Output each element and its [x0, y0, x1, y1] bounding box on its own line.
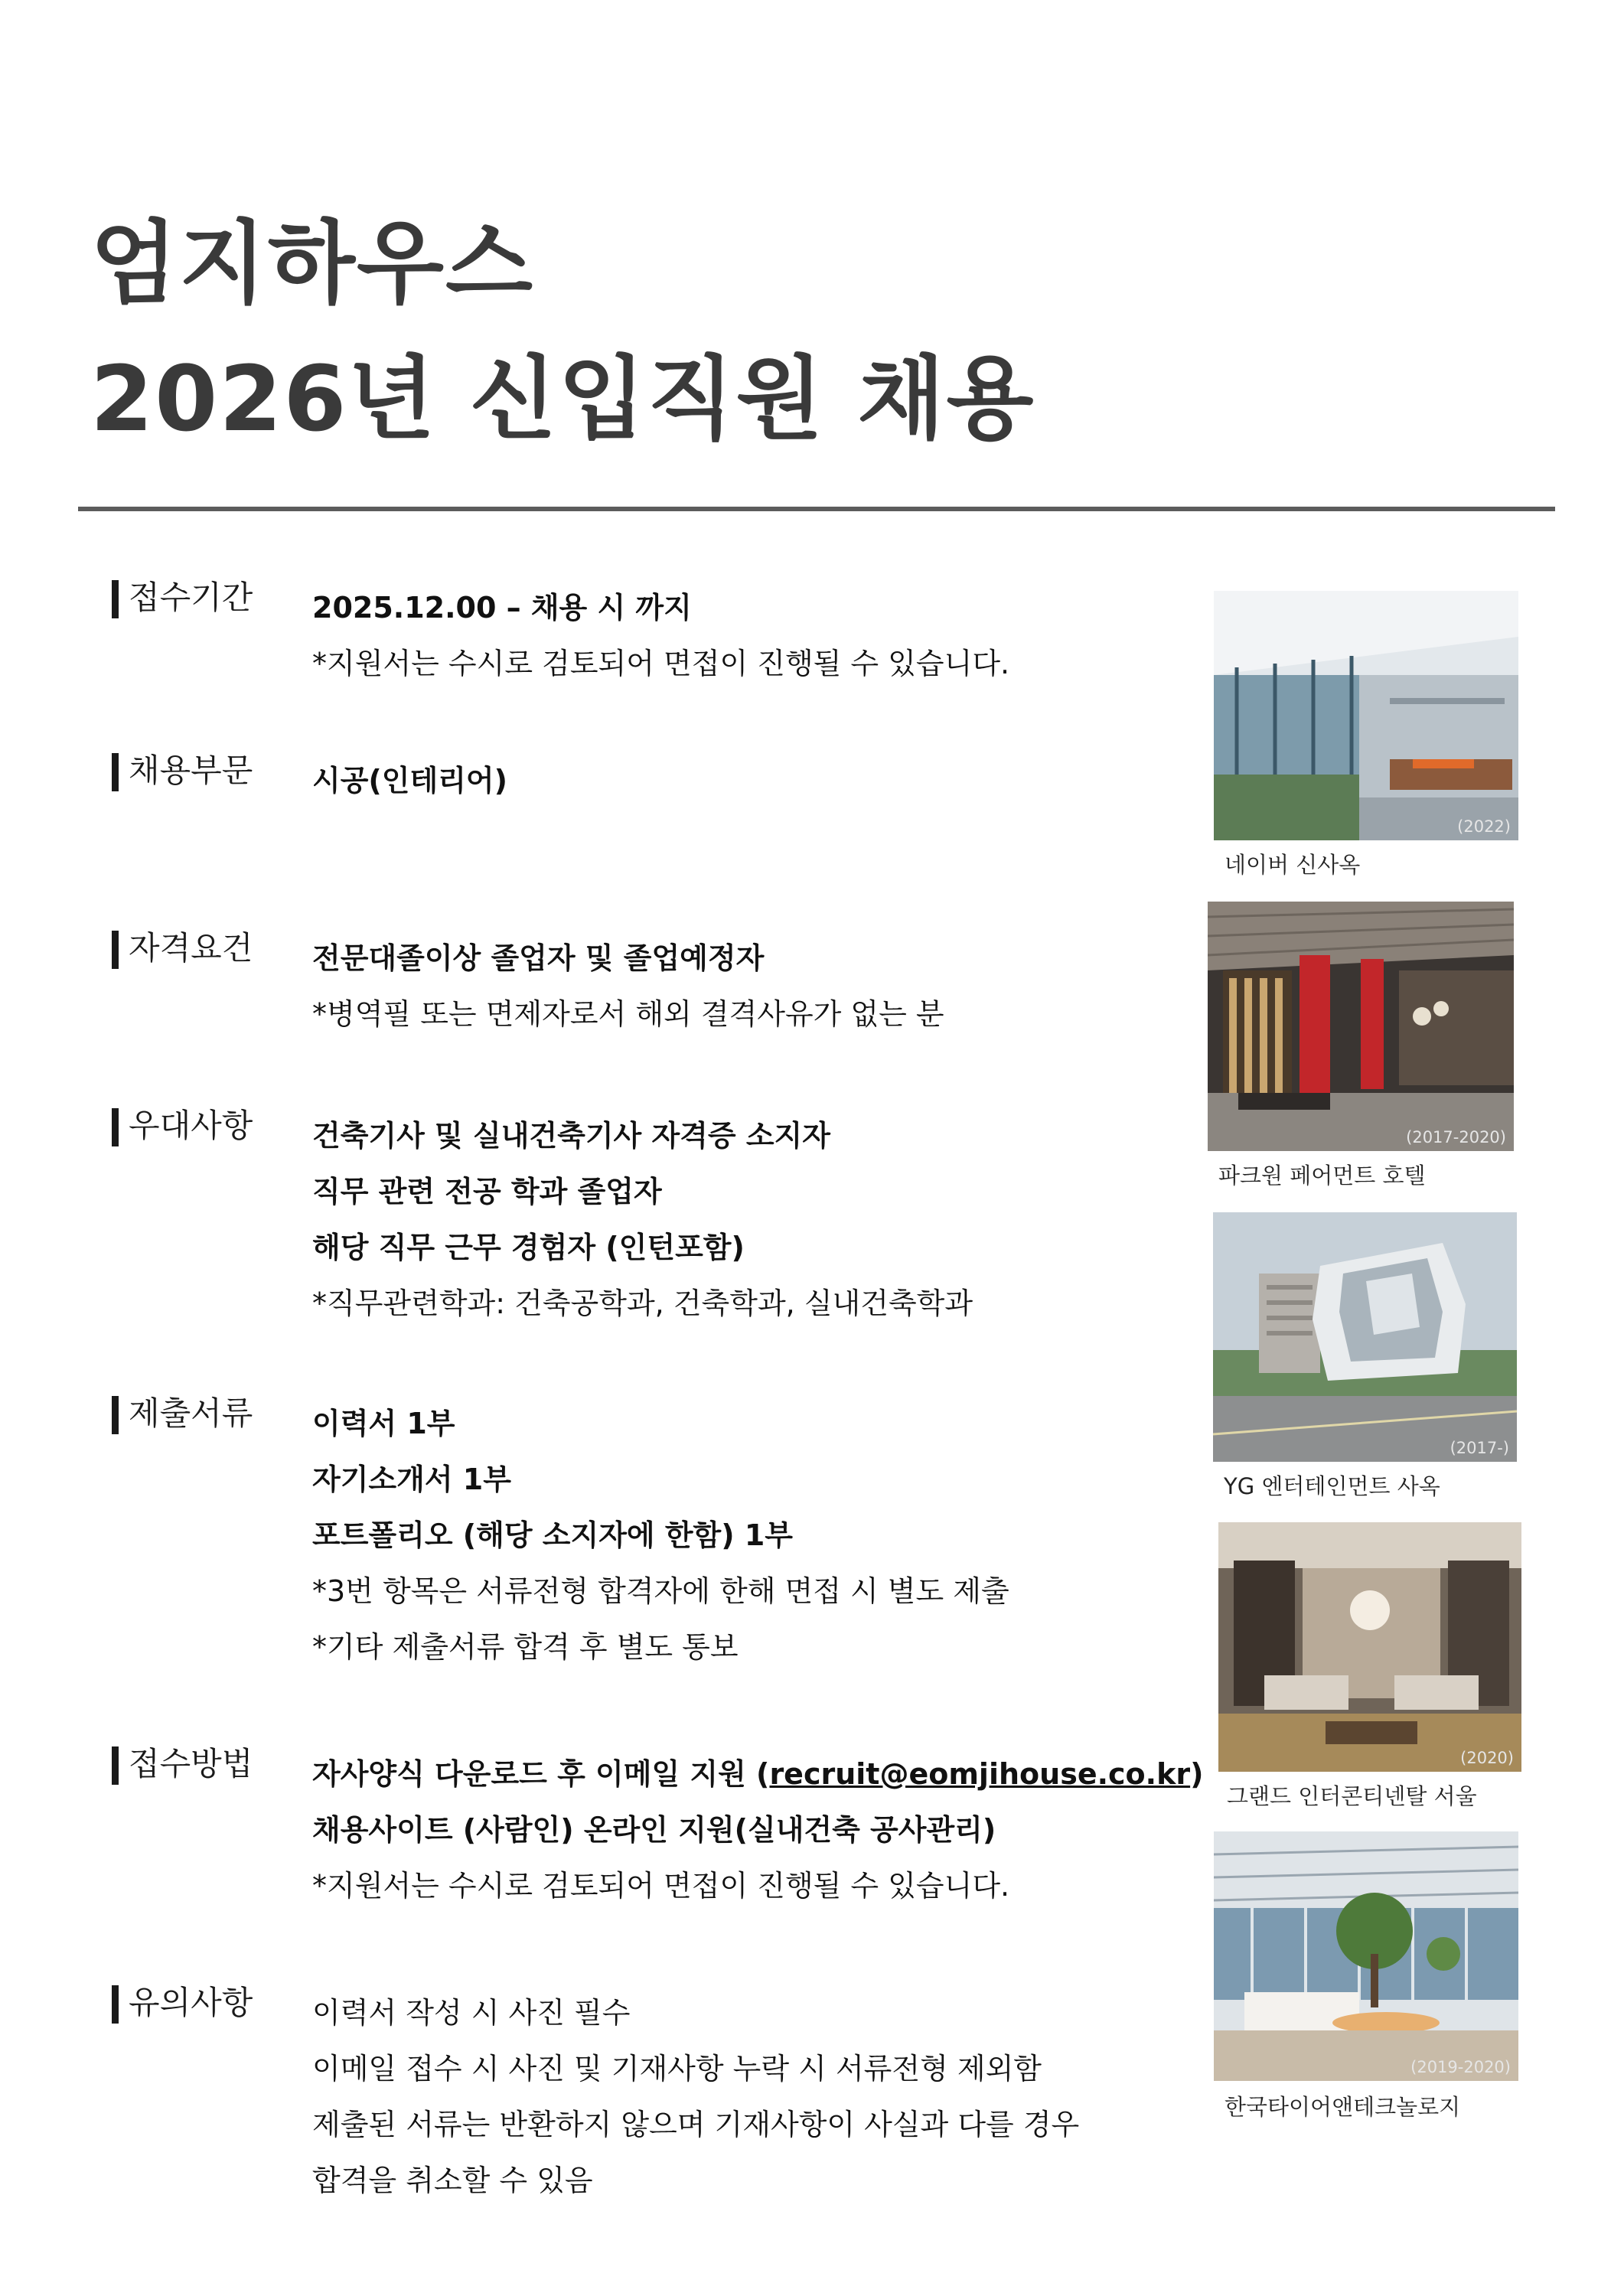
- photo-year: (2020): [1460, 1749, 1514, 1767]
- caption-parkone-fairmont: 파크원 페어먼트 호텔: [1218, 1163, 1426, 1189]
- period-date: 2025.12.00 – 채용 시 까지: [312, 591, 692, 625]
- section-label: 접수기간: [113, 582, 253, 614]
- method-email-line: 자사양식 다운로드 후 이메일 지원 (recruit@eomjihouse.co.kr): [312, 1757, 1204, 1791]
- qualification-item: 전문대졸이상 졸업자 및 졸업예정자: [312, 941, 765, 975]
- photo-naver-hq: [1214, 591, 1518, 840]
- page-title-company: 엄지하우스: [90, 210, 534, 316]
- preference-item: 건축기사 및 실내건축기사 자격증 소지자: [312, 1119, 830, 1153]
- notes-item: 이메일 접수 시 사진 및 기재사항 누락 시 서류전형 제외함: [312, 2052, 1042, 2086]
- title-divider: [78, 507, 1555, 511]
- preference-note: *직무관련학과: 건축공학과, 건축학과, 실내건축학과: [312, 1287, 973, 1320]
- document-note: *3번 항목은 서류전형 합격자에 한해 면접 시 별도 제출: [312, 1574, 1009, 1608]
- document-item: 이력서 1부: [312, 1407, 455, 1440]
- photo-year: (2019-2020): [1410, 2058, 1511, 2076]
- photo-year: (2017-): [1450, 1439, 1509, 1457]
- preference-item: 직무 관련 전공 학과 졸업자: [312, 1175, 662, 1208]
- section-label: 우대사항: [113, 1110, 253, 1142]
- preference-item: 해당 직무 근무 경험자 (인턴포함): [312, 1231, 745, 1264]
- notes-item: 제출된 서류는 반환하지 않으며 기재사항이 사실과 다를 경우: [312, 2108, 1080, 2141]
- document-note: *기타 제출서류 합격 후 별도 통보: [312, 1630, 739, 1664]
- page-title-recruitment: 2026년 신입직원 채용: [90, 346, 1035, 452]
- photo-yg-entertainment: [1213, 1212, 1517, 1462]
- section-label: 제출서류: [113, 1397, 253, 1430]
- period-note: *지원서는 수시로 검토되어 면접이 진행될 수 있습니다.: [312, 647, 1010, 680]
- caption-yg-entertainment: YG 엔터테인먼트 사옥: [1224, 1473, 1440, 1499]
- division-value: 시공(인테리어): [312, 764, 507, 797]
- section-label: 접수방법: [113, 1748, 253, 1780]
- photo-parkone-fairmont: [1208, 902, 1514, 1151]
- section-label: 유의사항: [113, 1987, 253, 2019]
- photo-hankook-tire: [1214, 1831, 1518, 2081]
- notes-item: 합격을 취소할 수 있음: [312, 2164, 593, 2197]
- photo-grand-intercontinental: [1218, 1522, 1521, 1772]
- section-label: 채용부문: [113, 755, 253, 787]
- caption-hankook-tire: 한국타이어앤테크놀로지: [1225, 2094, 1461, 2120]
- method-note: *지원서는 수시로 검토되어 면접이 진행될 수 있습니다.: [312, 1869, 1010, 1903]
- photo-year: (2022): [1457, 817, 1511, 836]
- method-online: 채용사이트 (사람인) 온라인 지원(실내건축 공사관리): [312, 1813, 996, 1847]
- section-label: 자격요건: [113, 932, 253, 964]
- recruit-email-link[interactable]: recruit@eomjihouse.co.kr: [769, 1757, 1191, 1791]
- notes-item: 이력서 작성 시 사진 필수: [312, 1996, 631, 2030]
- caption-naver-hq: 네이버 신사옥: [1225, 852, 1361, 878]
- qualification-note: *병역필 또는 면제자로서 해외 결격사유가 없는 분: [312, 997, 944, 1031]
- caption-grand-intercontinental: 그랜드 인터콘티넨탈 서울: [1227, 1783, 1477, 1809]
- document-item: 자기소개서 1부: [312, 1463, 511, 1496]
- photo-year: (2017-2020): [1406, 1128, 1506, 1146]
- document-item: 포트폴리오 (해당 소지자에 한함) 1부: [312, 1518, 794, 1552]
